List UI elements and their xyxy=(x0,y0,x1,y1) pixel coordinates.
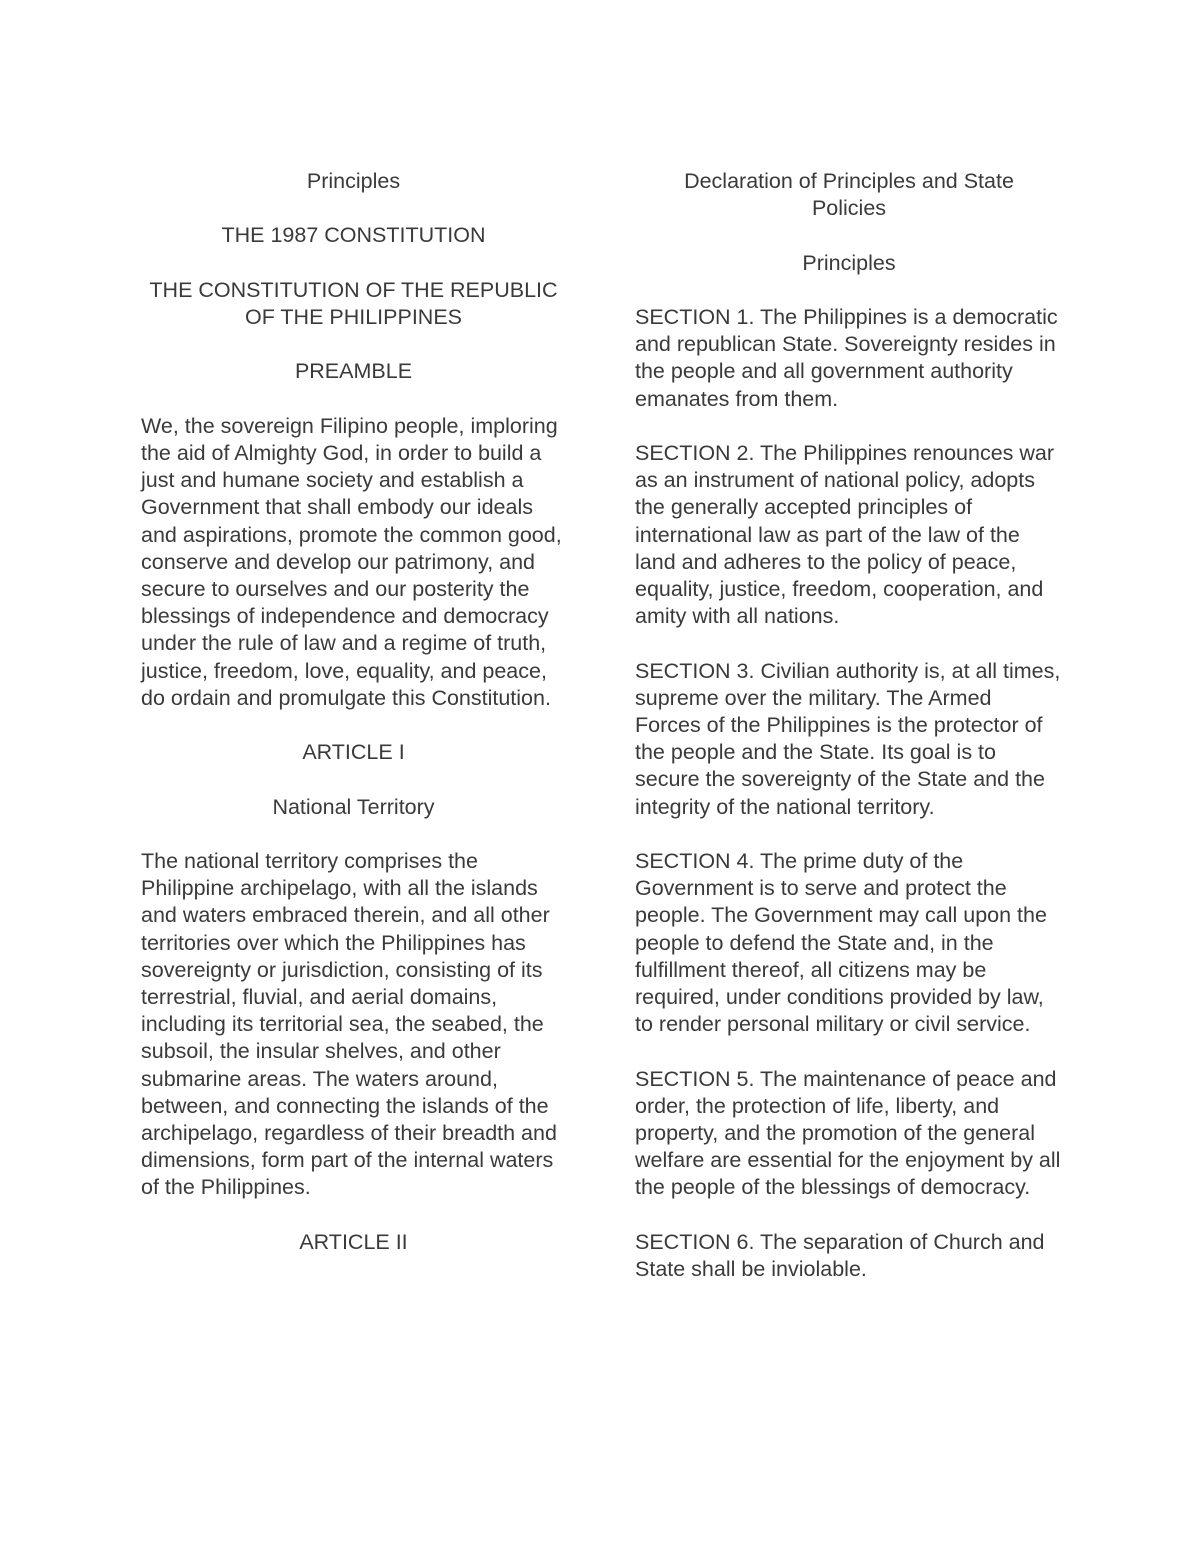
principles-heading: Principles xyxy=(306,169,401,193)
section-6: SECTION 6. The separation of Church and State shall be inviolable. xyxy=(635,1229,1045,1282)
left-column xyxy=(141,168,566,1283)
preamble-heading: PREAMBLE xyxy=(294,359,413,384)
article-2-heading: ARTICLE II xyxy=(299,1229,408,1254)
constitution-full-title: THE CONSTITUTION OF THE REPUBLIC OF THE PHILIPPINES xyxy=(149,277,558,329)
article-1-heading: ARTICLE I xyxy=(302,740,405,765)
article-1-text: The national territory comprises the Philippine archipelago, with all the islands and waters embraced therein, and all other territories over which the Philippines has sovereignty or jurisdiction, consisting of its terrestrial, fluvial, and aerial domains, including its territorial sea, the seabed, the subsoil, the insular shelves, and other submarine areas. The waters around, between, and connecting the islands of the archipelago, regardless of their breadth and dimensions, form part of the internal waters of the Philippines. xyxy=(141,848,557,1200)
preamble-text: We, the sovereign Filipino people, imploring the aid of Almighty God, in order to build a just and humane society and establish a Government that shall embody our ideals and aspirations, promote the common good, conserve and develop our patrimony, and secure to ourselves and our posterity the blessings of independence and democracy under the rule of law and a regime of truth, justice, freedom, love, equality, and peace, do ordain and promulgate this Constitution. xyxy=(141,413,562,710)
section-1: SECTION 1. The Philippines is a democratic and republican State. Sovereignty resides in the people and all government authority emanates from them. xyxy=(635,304,1058,411)
section-2: SECTION 2. The Philippines renounces war as an instrument of national policy, adopts the generally accepted principles of international law as part of the law of the land and adheres to the policy of peace, equality, justice, freedom, cooperation, and amity with all nations. xyxy=(635,440,1055,629)
section-4: SECTION 4. The prime duty of the Government is to serve and protect the people. The Government may call upon the people to defend the State and, in the fulfillment thereof, all citizens may be required, under conditions provided by law, to render personal military or civil service. xyxy=(635,849,1047,1037)
right-column xyxy=(635,168,1063,1310)
section-3: SECTION 3. Civilian authority is, at all times, supreme over the military. The Armed Forces of the Philippines is the protector of the people and the State. Its goal is to secure the sovereignty of the State and the integrity of the national territory. xyxy=(635,658,1061,819)
section-5: SECTION 5. The maintenance of peace and order, the protection of life, liberty, and property, and the promotion of the general welfare are essential for the enjoyment by all the people of the blessings of democracy. xyxy=(635,1066,1061,1200)
constitution-title: THE 1987 CONSTITUTION xyxy=(221,223,486,248)
declaration-heading: Declaration of Principles and State Policies xyxy=(684,169,1014,221)
principles-subheading: Principles xyxy=(802,250,896,275)
article-1-title: National Territory xyxy=(272,794,435,819)
